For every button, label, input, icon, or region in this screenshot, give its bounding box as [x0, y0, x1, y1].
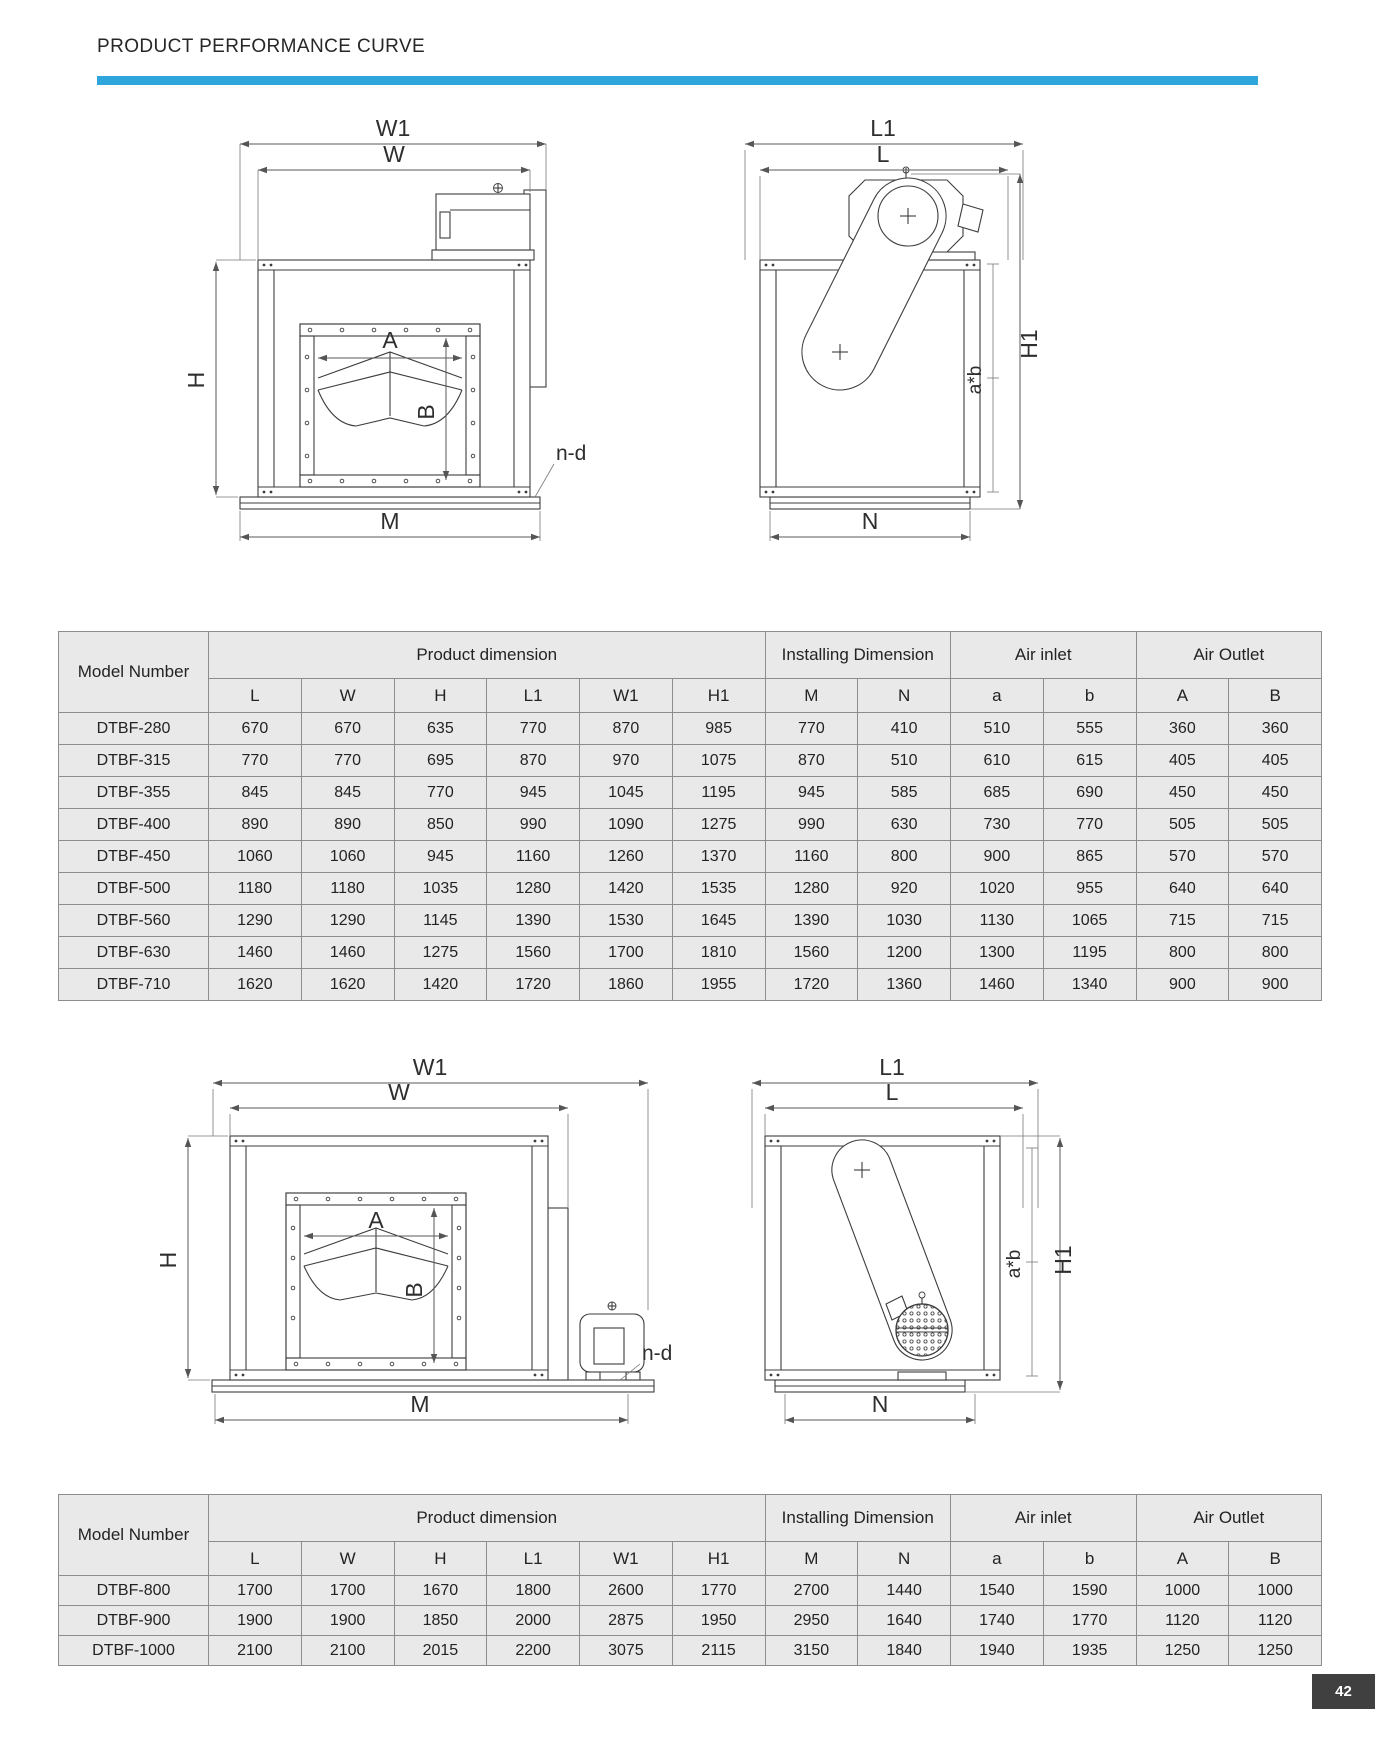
dimension-value-cell: 1935	[1043, 1636, 1136, 1666]
page-number-badge: 42	[1312, 1674, 1375, 1709]
dimension-value-cell: 770	[765, 713, 858, 745]
sub-header-cell: L	[209, 1542, 302, 1576]
model-number-cell: DTBF-710	[59, 969, 209, 1001]
dimension-value-cell: 845	[209, 777, 302, 809]
dim-label-l1: L1	[870, 115, 896, 141]
dimension-value-cell: 1360	[858, 969, 951, 1001]
dimension-value-cell: 1740	[951, 1606, 1044, 1636]
dimension-value-cell: 1250	[1136, 1636, 1229, 1666]
dimension-value-cell: 640	[1229, 873, 1322, 905]
dimension-table-1	[58, 631, 1322, 1001]
page-title: PRODUCT PERFORMANCE CURVE	[97, 36, 426, 57]
group-header-product-dimension: Product dimension	[209, 1495, 766, 1542]
dim-label-nd: n-d	[556, 442, 587, 465]
dimension-value-cell: 1120	[1136, 1606, 1229, 1636]
dim-label-m: M	[410, 1391, 430, 1417]
dimension-value-cell: 1540	[951, 1576, 1044, 1606]
dimension-value-cell: 1195	[672, 777, 765, 809]
sub-header-cell: M	[765, 679, 858, 713]
dimension-value-cell: 450	[1229, 777, 1322, 809]
dim-label-w: W	[388, 1079, 410, 1105]
dimension-value-cell: 990	[487, 809, 580, 841]
dimension-value-cell: 405	[1229, 745, 1322, 777]
diagram-side-view-top	[715, 112, 1045, 562]
sub-header-cell: L1	[487, 1542, 580, 1576]
dim-label-ab: a*b	[965, 365, 986, 395]
dimension-value-cell: 900	[951, 841, 1044, 873]
dim-label-l1: L1	[879, 1058, 905, 1080]
dimension-value-cell: 1955	[672, 969, 765, 1001]
dimension-value-cell: 585	[858, 777, 951, 809]
dimension-value-cell: 360	[1229, 713, 1322, 745]
dimension-value-cell: 670	[301, 713, 394, 745]
table-row	[59, 1606, 1322, 1636]
model-number-cell: DTBF-800	[59, 1576, 209, 1606]
dimension-value-cell: 450	[1136, 777, 1229, 809]
table-row	[59, 937, 1322, 969]
model-number-cell: DTBF-1000	[59, 1636, 209, 1666]
dimension-value-cell: 1275	[394, 937, 487, 969]
dimension-value-cell: 870	[487, 745, 580, 777]
dimension-value-cell: 1060	[209, 841, 302, 873]
dim-label-h: H	[155, 1251, 181, 1269]
sub-header-cell: L1	[487, 679, 580, 713]
dimension-value-cell: 1000	[1229, 1576, 1322, 1606]
dimension-value-cell: 1770	[1043, 1606, 1136, 1636]
dim-label-n: N	[861, 508, 879, 534]
dim-label-b: B	[401, 1282, 427, 1298]
dimension-value-cell: 1000	[1136, 1576, 1229, 1606]
table-row	[59, 905, 1322, 937]
sub-header-cell: b	[1043, 1542, 1136, 1576]
dimension-value-cell: 570	[1136, 841, 1229, 873]
dimension-value-cell: 945	[394, 841, 487, 873]
dimension-value-cell: 610	[951, 745, 1044, 777]
sub-header-cell: W1	[580, 1542, 673, 1576]
dimension-value-cell: 2015	[394, 1636, 487, 1666]
dimension-value-cell: 640	[1136, 873, 1229, 905]
dimension-value-cell: 1645	[672, 905, 765, 937]
dimension-value-cell: 1280	[765, 873, 858, 905]
dimension-value-cell: 1160	[765, 841, 858, 873]
dim-label-w1: W1	[375, 115, 411, 141]
dimension-value-cell: 770	[301, 745, 394, 777]
dimension-value-cell: 1290	[301, 905, 394, 937]
model-number-cell: DTBF-900	[59, 1606, 209, 1636]
dimension-value-cell: 985	[672, 713, 765, 745]
dimension-value-cell: 890	[209, 809, 302, 841]
dimension-value-cell: 1250	[1229, 1636, 1322, 1666]
dim-label-a: A	[382, 327, 398, 353]
dimension-value-cell: 510	[951, 713, 1044, 745]
group-header-air-outlet: Air Outlet	[1136, 632, 1322, 679]
model-number-cell: DTBF-560	[59, 905, 209, 937]
dimension-value-cell: 900	[1229, 969, 1322, 1001]
dimension-value-cell: 955	[1043, 873, 1136, 905]
table-row	[59, 745, 1322, 777]
dimension-value-cell: 900	[1136, 969, 1229, 1001]
dimension-value-cell: 1560	[487, 937, 580, 969]
dimension-value-cell: 1590	[1043, 1576, 1136, 1606]
table-row	[59, 809, 1322, 841]
dimension-value-cell: 2000	[487, 1606, 580, 1636]
dimension-value-cell: 1260	[580, 841, 673, 873]
table-row	[59, 1636, 1322, 1666]
dimension-value-cell: 1420	[394, 969, 487, 1001]
dimension-value-cell: 1030	[858, 905, 951, 937]
dimension-value-cell: 1460	[209, 937, 302, 969]
dimension-value-cell: 410	[858, 713, 951, 745]
dimension-value-cell: 770	[209, 745, 302, 777]
diagram-front-view-bottom	[148, 1058, 678, 1458]
model-number-cell: DTBF-315	[59, 745, 209, 777]
sub-header-cell: H	[394, 1542, 487, 1576]
dimension-value-cell: 2100	[209, 1636, 302, 1666]
dimension-value-cell: 405	[1136, 745, 1229, 777]
dimension-value-cell: 1180	[209, 873, 302, 905]
diagram-side-view-bottom	[740, 1058, 1080, 1458]
dim-label-l: L	[885, 1079, 899, 1105]
model-number-cell: DTBF-450	[59, 841, 209, 873]
dimension-value-cell: 890	[301, 809, 394, 841]
dim-label-n: N	[871, 1391, 889, 1417]
sub-header-cell: a	[951, 1542, 1044, 1576]
dimension-value-cell: 2950	[765, 1606, 858, 1636]
dimension-value-cell: 1370	[672, 841, 765, 873]
dimension-value-cell: 1460	[301, 937, 394, 969]
dimension-value-cell: 1620	[301, 969, 394, 1001]
dimension-value-cell: 1195	[1043, 937, 1136, 969]
dimension-value-cell: 1300	[951, 937, 1044, 969]
dimension-value-cell: 1180	[301, 873, 394, 905]
dim-label-a: A	[368, 1207, 384, 1233]
dimension-value-cell: 770	[487, 713, 580, 745]
dimension-value-cell: 1670	[394, 1576, 487, 1606]
dimension-value-cell: 3075	[580, 1636, 673, 1666]
sub-header-cell: H1	[672, 679, 765, 713]
dimension-value-cell: 1020	[951, 873, 1044, 905]
dim-label-ab: a*b	[1004, 1249, 1025, 1279]
dimension-value-cell: 1440	[858, 1576, 951, 1606]
dimension-value-cell: 770	[394, 777, 487, 809]
table-row	[59, 969, 1322, 1001]
dimension-value-cell: 715	[1136, 905, 1229, 937]
dimension-value-cell: 865	[1043, 841, 1136, 873]
dimension-value-cell: 2115	[672, 1636, 765, 1666]
sub-header-cell: b	[1043, 679, 1136, 713]
sub-header-cell: M	[765, 1542, 858, 1576]
model-number-cell: DTBF-355	[59, 777, 209, 809]
sub-header-cell: L	[209, 679, 302, 713]
dimension-value-cell: 1800	[487, 1576, 580, 1606]
dimension-value-cell: 505	[1136, 809, 1229, 841]
sub-header-cell: H	[394, 679, 487, 713]
dim-label-h: H	[183, 371, 209, 389]
group-header-air-outlet: Air Outlet	[1136, 1495, 1322, 1542]
group-header-air-inlet: Air inlet	[951, 1495, 1137, 1542]
dimension-table-2	[58, 1494, 1322, 1666]
model-number-header: Model Number	[59, 1495, 209, 1576]
sub-header-cell: H1	[672, 1542, 765, 1576]
sub-header-cell: A	[1136, 679, 1229, 713]
sub-header-cell: W	[301, 1542, 394, 1576]
group-header-product-dimension: Product dimension	[209, 632, 766, 679]
dimension-value-cell: 1280	[487, 873, 580, 905]
dimension-value-cell: 970	[580, 745, 673, 777]
dimension-value-cell: 690	[1043, 777, 1136, 809]
dimension-value-cell: 1035	[394, 873, 487, 905]
diagram-front-view-top	[178, 112, 638, 562]
dimension-value-cell: 730	[951, 809, 1044, 841]
dimension-value-cell: 1090	[580, 809, 673, 841]
model-number-cell: DTBF-630	[59, 937, 209, 969]
motor-outline	[432, 184, 534, 261]
dimension-value-cell: 615	[1043, 745, 1136, 777]
dim-label-w: W	[383, 141, 405, 167]
dimension-value-cell: 670	[209, 713, 302, 745]
dimension-value-cell: 630	[858, 809, 951, 841]
dimension-value-cell: 2875	[580, 1606, 673, 1636]
dimension-value-cell: 845	[301, 777, 394, 809]
dimension-value-cell: 945	[765, 777, 858, 809]
dimension-value-cell: 1390	[487, 905, 580, 937]
sub-header-cell: A	[1136, 1542, 1229, 1576]
dimension-value-cell: 1275	[672, 809, 765, 841]
table-row	[59, 841, 1322, 873]
table-body	[59, 1576, 1322, 1666]
sub-header-cell: B	[1229, 1542, 1322, 1576]
table-row	[59, 713, 1322, 745]
model-number-cell: DTBF-500	[59, 873, 209, 905]
dim-label-h1: H1	[1050, 1245, 1076, 1275]
dimension-value-cell: 870	[765, 745, 858, 777]
dimension-value-cell: 1860	[580, 969, 673, 1001]
dimension-value-cell: 1065	[1043, 905, 1136, 937]
dim-label-b: B	[413, 404, 439, 420]
dimension-value-cell: 1700	[301, 1576, 394, 1606]
dimension-value-cell: 1130	[951, 905, 1044, 937]
dimension-value-cell: 1620	[209, 969, 302, 1001]
dimension-value-cell: 505	[1229, 809, 1322, 841]
sub-header-cell: B	[1229, 679, 1322, 713]
dimension-value-cell: 1390	[765, 905, 858, 937]
dimension-value-cell: 555	[1043, 713, 1136, 745]
dimension-value-cell: 1075	[672, 745, 765, 777]
dimension-value-cell: 1810	[672, 937, 765, 969]
dimension-value-cell: 1045	[580, 777, 673, 809]
dimension-value-cell: 1460	[951, 969, 1044, 1001]
dimension-value-cell: 1770	[672, 1576, 765, 1606]
dimension-value-cell: 800	[858, 841, 951, 873]
dimension-value-cell: 1120	[1229, 1606, 1322, 1636]
dimension-value-cell: 1900	[301, 1606, 394, 1636]
dimension-value-cell: 1940	[951, 1636, 1044, 1666]
accent-rule	[97, 76, 1258, 85]
dimension-value-cell: 945	[487, 777, 580, 809]
dimension-value-cell: 800	[1229, 937, 1322, 969]
dimension-value-cell: 2600	[580, 1576, 673, 1606]
dimension-value-cell: 1290	[209, 905, 302, 937]
dimension-value-cell: 1420	[580, 873, 673, 905]
dimension-value-cell: 800	[1136, 937, 1229, 969]
dimension-value-cell: 685	[951, 777, 1044, 809]
dimension-value-cell: 870	[580, 713, 673, 745]
dimension-value-cell: 360	[1136, 713, 1229, 745]
dimension-value-cell: 1145	[394, 905, 487, 937]
dimension-value-cell: 1850	[394, 1606, 487, 1636]
group-header-installing-dimension: Installing Dimension	[765, 1495, 951, 1542]
dimension-value-cell: 510	[858, 745, 951, 777]
dimension-value-cell: 1535	[672, 873, 765, 905]
dimension-value-cell: 1720	[765, 969, 858, 1001]
group-header-installing-dimension: Installing Dimension	[765, 632, 951, 679]
model-number-cell: DTBF-400	[59, 809, 209, 841]
dimension-value-cell: 1200	[858, 937, 951, 969]
dimension-value-cell: 920	[858, 873, 951, 905]
dimension-value-cell: 1900	[209, 1606, 302, 1636]
dimension-value-cell: 695	[394, 745, 487, 777]
dimension-value-cell: 850	[394, 809, 487, 841]
model-number-header: Model Number	[59, 632, 209, 713]
dimension-value-cell: 2100	[301, 1636, 394, 1666]
dimension-value-cell: 2200	[487, 1636, 580, 1666]
sub-header-cell: W1	[580, 679, 673, 713]
sub-header-cell: W	[301, 679, 394, 713]
sub-header-cell: N	[858, 679, 951, 713]
sub-header-cell: N	[858, 1542, 951, 1576]
table-row	[59, 873, 1322, 905]
dimension-value-cell: 2700	[765, 1576, 858, 1606]
dimension-value-cell: 1160	[487, 841, 580, 873]
dim-label-h1: H1	[1016, 329, 1042, 359]
dimension-value-cell: 1700	[209, 1576, 302, 1606]
group-header-air-inlet: Air inlet	[951, 632, 1137, 679]
dimension-value-cell: 715	[1229, 905, 1322, 937]
dimension-value-cell: 1950	[672, 1606, 765, 1636]
dim-label-l: L	[876, 141, 890, 167]
dimension-value-cell: 1340	[1043, 969, 1136, 1001]
dimension-value-cell: 1640	[858, 1606, 951, 1636]
table-row	[59, 777, 1322, 809]
dimension-value-cell: 1700	[580, 937, 673, 969]
dimension-value-cell: 1720	[487, 969, 580, 1001]
dimension-value-cell: 770	[1043, 809, 1136, 841]
dimension-value-cell: 570	[1229, 841, 1322, 873]
sub-header-cell: a	[951, 679, 1044, 713]
dimension-value-cell: 1560	[765, 937, 858, 969]
dim-label-m: M	[380, 508, 400, 534]
dimension-value-cell: 1530	[580, 905, 673, 937]
dimension-value-cell: 3150	[765, 1636, 858, 1666]
dim-label-nd: n-d	[642, 1342, 673, 1365]
dimension-value-cell: 1840	[858, 1636, 951, 1666]
table-body	[59, 713, 1322, 1001]
dim-label-w1: W1	[412, 1058, 448, 1080]
dimension-value-cell: 990	[765, 809, 858, 841]
table-row	[59, 1576, 1322, 1606]
model-number-cell: DTBF-280	[59, 713, 209, 745]
dimension-value-cell: 1060	[301, 841, 394, 873]
dimension-value-cell: 635	[394, 713, 487, 745]
